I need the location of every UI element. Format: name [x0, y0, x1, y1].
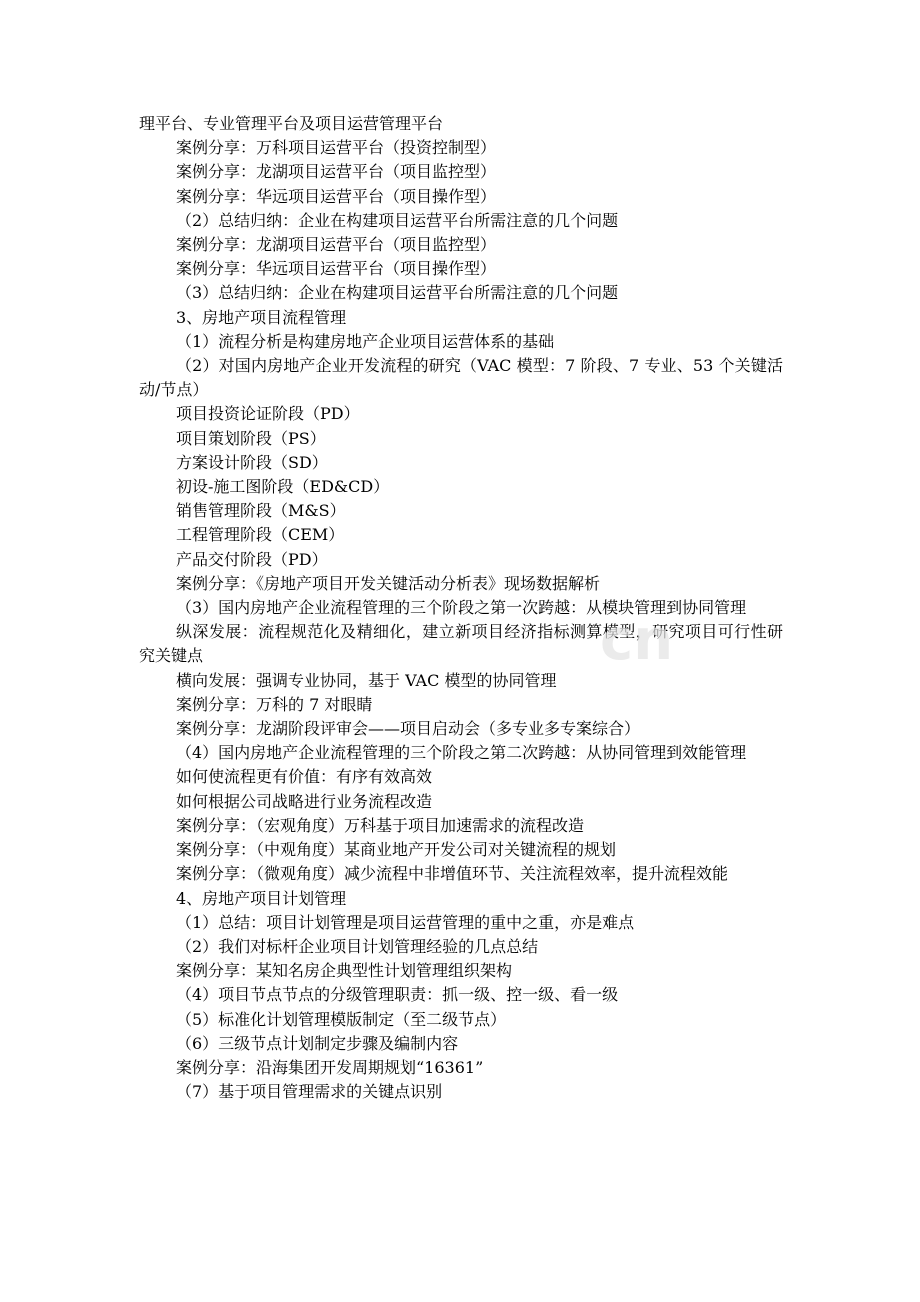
document-body [139, 112, 783, 1104]
text-line: （6）三级节点计划制定步骤及编制内容 [176, 1033, 459, 1053]
text-line: 案例分享：龙湖项目运营平台（项目监控型） [176, 162, 497, 182]
text-line: （7）基于项目管理需求的关键点识别 [176, 1082, 443, 1102]
text-line: 项目投资论证阶段（PD） [176, 404, 360, 424]
text-line: 案例分享：沿海集团开发周期规划“16361” [176, 1057, 484, 1077]
text-line: 案例分享：华远项目运营平台（项目操作型） [176, 186, 497, 206]
text-line: 案例分享：《房地产项目开发关键活动分析表》现场数据解析 [176, 573, 601, 593]
text-line: 案例分享：万科的 7 对眼睛 [176, 694, 373, 714]
text-line: 横向发展：强调专业协同，基于 VAC 模型的协同管理 [176, 670, 557, 690]
text-line: 案例分享：（宏观角度）万科基于项目加速需求的流程改造 [176, 815, 585, 835]
text-line: 案例分享：（微观角度）减少流程中非增值环节、关注流程效率，提升流程效能 [176, 864, 729, 884]
text-line: （3）总结归纳：企业在构建项目运营平台所需注意的几个问题 [176, 283, 619, 303]
text-line: （3）国内房地产企业流程管理的三个阶段之第一次跨越：从模块管理到协同管理 [176, 598, 747, 618]
text-line: 如何使流程更有价值：有序有效高效 [176, 767, 433, 787]
text-line: 案例分享：龙湖项目运营平台（项目监控型） [176, 235, 497, 255]
watermark: cn [600, 608, 674, 673]
text-line: 案例分享：万科项目运营平台（投资控制型） [176, 138, 497, 158]
text-line: 案例分享：某知名房企典型性计划管理组织架构 [176, 961, 513, 981]
text-line: 案例分享：龙湖阶段评审会——项目启动会（多专业多专案综合） [176, 719, 641, 739]
text-line: （1）流程分析是构建房地产企业项目运营体系的基础 [176, 331, 555, 351]
text-line: （4）项目节点节点的分级管理职责：抓一级、控一级、看一级 [176, 985, 619, 1005]
text-line: 方案设计阶段（SD） [176, 452, 328, 472]
section-heading: 4、房地产项目计划管理 [176, 888, 347, 908]
text-line: 纵深发展：流程规范化及精细化，建立新项目经济指标测算模型，研究项目可行性研究关键点 [139, 622, 783, 666]
text-line: （5）标准化计划管理模版制定（至二级节点） [176, 1009, 507, 1029]
text-line: 理平台、专业管理平台及项目运营管理平台 [139, 114, 444, 133]
text-line: 初设-施工图阶段（ED&CD） [176, 477, 390, 497]
text-line: （2）总结归纳：企业在构建项目运营平台所需注意的几个问题 [176, 210, 619, 230]
text-line: （2）对国内房地产企业开发流程的研究（VAC 模型：7 阶段、7 专业、53 个关键活动/节点） [139, 356, 783, 400]
text-line: 销售管理阶段（M&S） [176, 501, 346, 521]
text-line: （1）总结：项目计划管理是项目运营管理的重中之重，亦是难点 [176, 912, 635, 932]
text-line: 案例分享：华远项目运营平台（项目操作型） [176, 259, 497, 279]
text-line: 案例分享：（中观角度）某商业地产开发公司对关键流程的规划 [176, 840, 617, 860]
text-line: 项目策划阶段（PS） [176, 428, 326, 448]
text-line: 产品交付阶段（PD） [176, 549, 328, 569]
text-line: （4）国内房地产企业流程管理的三个阶段之第二次跨越：从协同管理到效能管理 [176, 743, 747, 763]
text-line: （2）我们对标杆企业项目计划管理经验的几点总结 [176, 936, 539, 956]
text-line: 工程管理阶段（CEM） [176, 525, 345, 545]
section-heading: 3、房地产项目流程管理 [176, 307, 347, 327]
text-line: 如何根据公司战略进行业务流程改造 [176, 791, 433, 811]
